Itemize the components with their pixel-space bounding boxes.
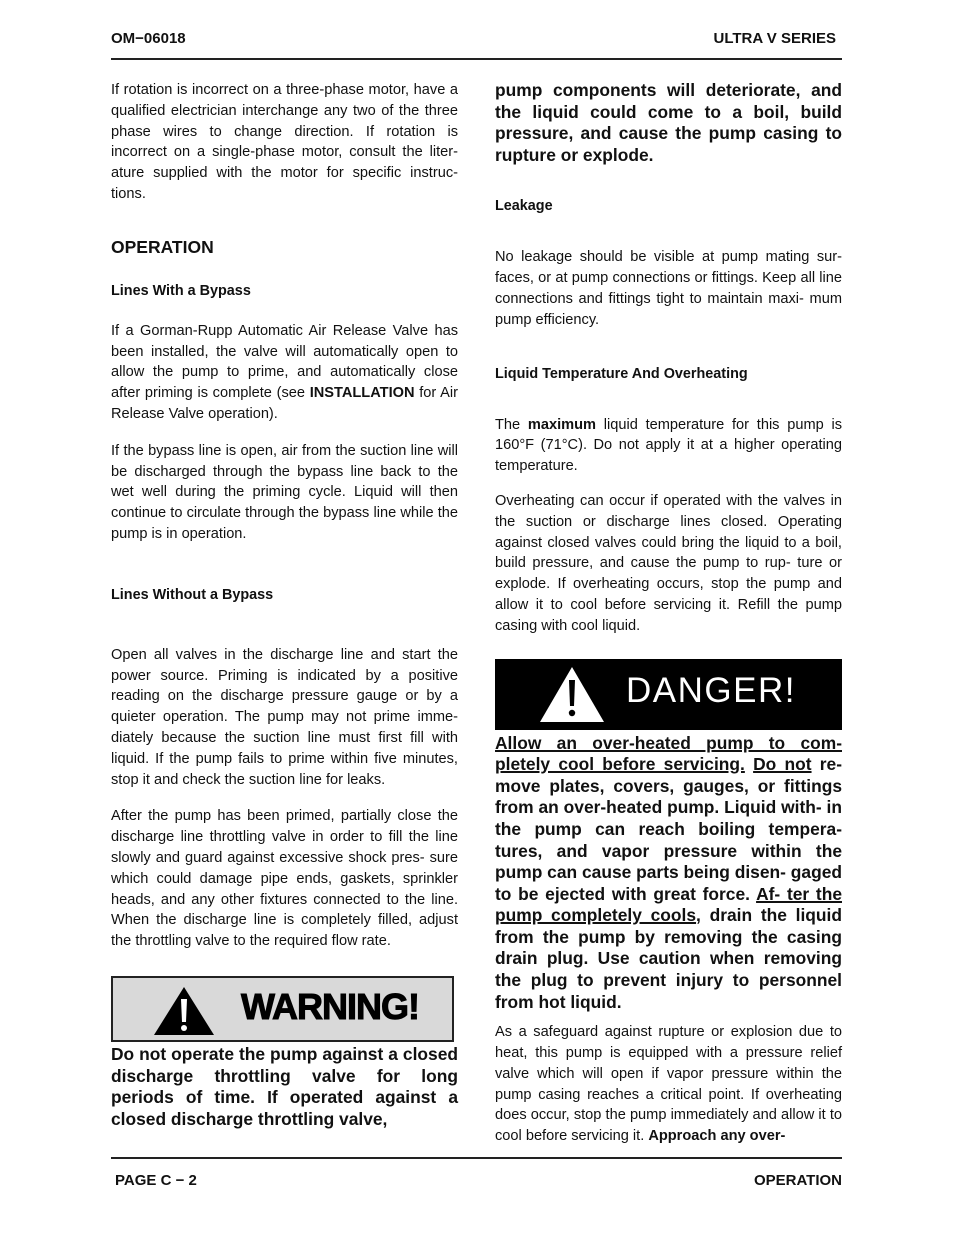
warning-banner — [111, 976, 454, 1042]
overheating-paragraph: Overheating can occur if operated with the valves in the suction or discharge lines closed. Operating against closed valves could bring the liquid to a boil, build pressure, and cause the pump to rup- ture or explode. If overheating occurs, stop the pump and allow it to cool before servicing it. Refill the pump casing with cool liquid. — [495, 492, 842, 634]
right-column — [495, 80, 842, 1147]
temperature-heading: Liquid Temperature And Overheating — [495, 365, 748, 382]
bypass-paragraph-1: If a Gorman-Rupp Automatic Air Release Valve has been installed, the valve will automatically open to allow the pump to prime, and automatically close after priming is complete (see INSTALLATION for Air Release Valve operation). — [111, 322, 458, 422]
section-name: OPERATION — [753, 1172, 842, 1189]
warning-continuation: pump components will deteriorate, and the liquid could come to a boil, build pressure, and cause the pump casing to rupture or explode. — [495, 80, 842, 165]
safeguard-paragraph: As a safeguard against rupture or explosion due to heat, this pump is equipped with a pressure relief valve which will open if vapor pressure within the pump casing reaches a critical point. If overheating does occur, stop the pump immediately and allow it to cool before servicing it. Approach any over- — [495, 1024, 842, 1145]
danger-banner — [495, 659, 842, 730]
rotation-paragraph: If rotation is incorrect on a three-phase motor, have a qualified electrician interchange any two of the three phase wires to change direction. If rotation is incorrect on a single-phase motor, consult the liter- ature supplied with the motor for specific instruc- tions. — [111, 82, 458, 202]
danger-label: DANGER! — [626, 670, 796, 710]
operation-heading: OPERATION — [111, 236, 214, 257]
no-bypass-paragraph-1: Open all valves in the discharge line and start the power source. Priming is indicated by a positive reading on the discharge pressure gauge or by a quieter operation. The pump may not prime imme- diately because the suction line must first fill with liquid. If the pump fails to prime within five minutes, stop it and check the suction line for leaks. — [111, 646, 458, 788]
page-number: PAGE C − 2 — [115, 1172, 197, 1189]
leakage-paragraph: No leakage should be visible at pump mating sur- faces, or at pump connections or fittings. Keep all line connections and fittings tight to maintain maxi- mum pump efficiency. — [495, 249, 842, 328]
leakage-heading: Leakage — [495, 198, 553, 215]
document-code: OM−06018 — [111, 30, 186, 47]
no-bypass-heading: Lines Without a Bypass — [111, 586, 274, 603]
header-rule — [111, 58, 842, 60]
warning-triangle-icon — [153, 986, 215, 1036]
warning-text: Do not operate the pump against a closed discharge throttling valve for long periods of time. If operated against a closed discharge throttling valve, — [111, 1043, 458, 1129]
bypass-paragraph-2: If the bypass line is open, air from the suction line will be discharged through the bypass line back to the wet well during the priming cycle. Liquid will then continue to circulate through the bypass line while the pump is in operation. — [111, 442, 458, 542]
danger-text: Allow an over-heated pump to com- pletely cool before servicing. Do not re- move plates, covers, gauges, or fittings from an over-heated pump. Liquid with- in the pump can reach boiling tempera- tures, and vapor pressure within the pump can cause parts being disen- gaged to be ejected with great force. Af- ter the pump completely cools, drain the liquid from the pump by removing the casing drain plug. Use caution when removing the plug to prevent injury to personnel from hot liquid. — [495, 732, 842, 1012]
left-column — [111, 80, 458, 1130]
no-bypass-paragraph-2: After the pump has been primed, partially close the discharge line throttling valve in order to fill the line slowly and guard against excessive shock pres- sure which could damage pipe ends, gaskets, sprinkler heads, and any other fixtures connected to the line. When the discharge line is completely filled, adjust the throttling valve to the required flow rate. — [111, 808, 458, 950]
danger-triangle-icon — [539, 666, 605, 723]
bypass-heading: Lines With a Bypass — [111, 282, 251, 299]
footer-rule — [111, 1157, 842, 1159]
warning-label: WARNING! — [241, 985, 419, 1027]
series-title: ULTRA V SERIES — [713, 30, 836, 47]
temperature-paragraph: The maximum liquid temperature for this pump is 160°F (71°C). Do not apply it at a higher operating temperature. — [495, 416, 843, 475]
